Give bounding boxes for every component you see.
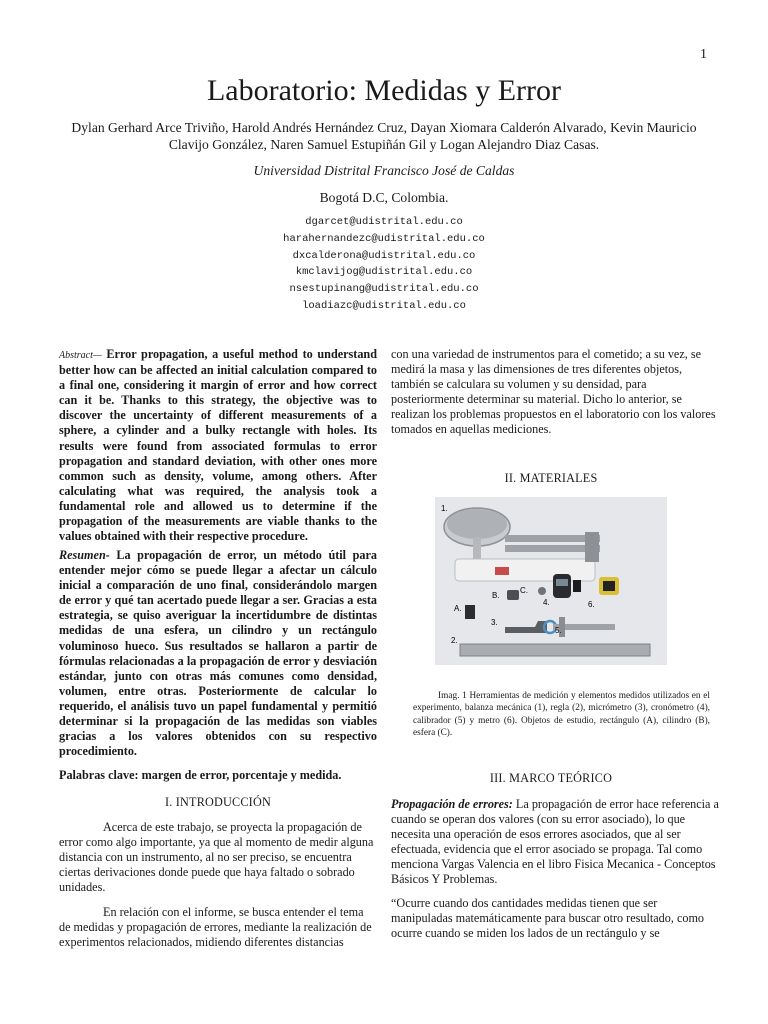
section-heading-materiales: II. MATERIALES [504, 471, 598, 485]
email[interactable]: dxcalderona@udistrital.edu.co [292, 249, 476, 262]
university: Universidad Distrital Francisco José de Caldas [253, 163, 515, 178]
city: Bogotá D.C, Colombia. [319, 190, 449, 205]
marco-quote: “Ocurre cuando dos cantidades medidas tienen que ser manipuladas matemáticamente para buscar otro resultado, como ocurre cuando se miden los lados de un rectángulo y se [391, 896, 705, 941]
figure-label-3: 3. [491, 618, 498, 627]
email[interactable]: nsestupinang@udistrital.edu.co [289, 283, 479, 296]
page-number: 1 [700, 47, 707, 62]
resumen-text: La propagación de error, un método útil para entender mejor cómo se puede llegar a afectar un cálculo inicial a comparación de uno final, considerándolo margen de error y qué tan acertado puede llegar a ser. Gracias a esta estrategia, se quiso averiguar la incertidumbre de distintas medidas de una esfera, un cilindro y un rectángulo voluminoso hueco. Sus resultados se hallaron a partir de fórmulas relacionadas a la propagación de error y desviación estándar, junto con otras más comunes como densidad, volumen, entre otras. Posteriormente de calcular lo requerido, el análisis tuvo un papel fundamental y permitió determinar si la propagación de las medidas son viables gracias a los valores obtenidos con su respectivo procedimiento. [59, 548, 377, 759]
figure-label-2: 2. [451, 636, 458, 645]
email[interactable]: dgarcet@udistrital.edu.co [305, 216, 463, 228]
figure-measurement-tools [435, 497, 667, 665]
email[interactable]: harahernandezc@udistrital.edu.co [283, 232, 485, 245]
figure-label-a: A. [454, 604, 462, 613]
email-list [0, 214, 768, 315]
abstract [59, 347, 377, 544]
intro-paragraph-1: Acerca de este trabajo, se proyecta la propagación de error como algo importante, ya que al momento de medir alguna distancia con un instrumento, al no ser preciso, se encuentra ciertas derivaciones donde puede que haya faltado o sobrado unidades. [59, 820, 374, 895]
intro-paragraph-2: En relación con el informe, se busca entender el tema de medidas y propagación de errores, mediante la realización de experimentos relacionados, midiendo diferentes distancias [59, 905, 372, 950]
figure-illustration [435, 497, 667, 665]
keywords: Palabras clave: margen de error, porcentaje y medida. [59, 768, 342, 782]
email[interactable]: kmclavijog@udistrital.edu.co [295, 266, 473, 279]
email[interactable]: loadiazc@udistrital.edu.co [302, 299, 466, 312]
resumen [59, 548, 377, 759]
figure-label-4: 4. [543, 598, 550, 607]
authors: Dylan Gerhard Arce Triviño, Harold Andrés Hernández Cruz, Dayan Xiomara Calderón Alvarado, Kevin Mauricio Clavijo González, Naren Samuel Estupiñán Gil y Logan Alejandro Diaz Casas. [71, 120, 697, 152]
figure-label-b: B. [492, 591, 500, 600]
figure-label-5: 5. [555, 626, 562, 635]
section-heading-introduccion: I. INTRODUCCIÓN [165, 795, 271, 809]
marco-text: La propagación de error hace referencia a cuando se operan dos valores (con su error asociado), lo que necesita una operación de esos errores asociados, que al ser efectuada, evidencia que el error asociado se propaga. Tal como menciona Vargas Valencia en el libro Fisica Mecanica - Conceptos Básicos Y Problemas. [391, 797, 719, 887]
section-heading-marco-teorico: III. MARCO TEÓRICO [489, 771, 613, 785]
paper-title: Laboratorio: Medidas y Error [206, 74, 562, 107]
abstract-text: Error propagation, a useful method to understand better how can be affected an initial calculation compared to a final one, considering it margin of error and how correct can it be. Thanks to this strategy, the objective was to discover the uncertainty of different measurements of a sphere, a cylinder and a bulky rectangle with holes. Its results were found from associated formulas to error propagation and standard deviation, with other ones more common such as density, volume, among others. After calculating what was required, the analysis took a fundamental role and allowed us to determine if the propagation of the measurements are viable thanks to the values obtained with their respective procedure. [59, 347, 377, 544]
figure-label-6: 6. [588, 600, 595, 609]
figure-caption: Imag. 1 Herramientas de medición y elementos medidos utilizados en el experimento, balanza mecánica (1), regla (2), micrómetro (3), cronómetro (4), calibrador (5) y metro (6). Objetos de estudio, rectángulo (A), cilindro (B), esfera (C). [413, 691, 710, 739]
abstract-label: Abstract— [59, 350, 102, 361]
marco-paragraph-1 [391, 797, 721, 888]
marco-term: Propagación de errores: [391, 797, 513, 811]
intro-paragraph-2-continued: con una variedad de instrumentos para el cometido; a su vez, se medirá la masa y las dimensiones de tres diferentes objetos, también se calculara su volumen y su densidad, para posteriormente determinar su material. Dicho lo anterior, se realizan los problemas propuestos en el laboratorio con los valores tomados en aquellas mediciones. [391, 347, 716, 437]
figure-label-1: 1. [441, 504, 448, 513]
figure-label-c: C. [520, 586, 528, 595]
resumen-label: Resumen- [59, 548, 110, 562]
